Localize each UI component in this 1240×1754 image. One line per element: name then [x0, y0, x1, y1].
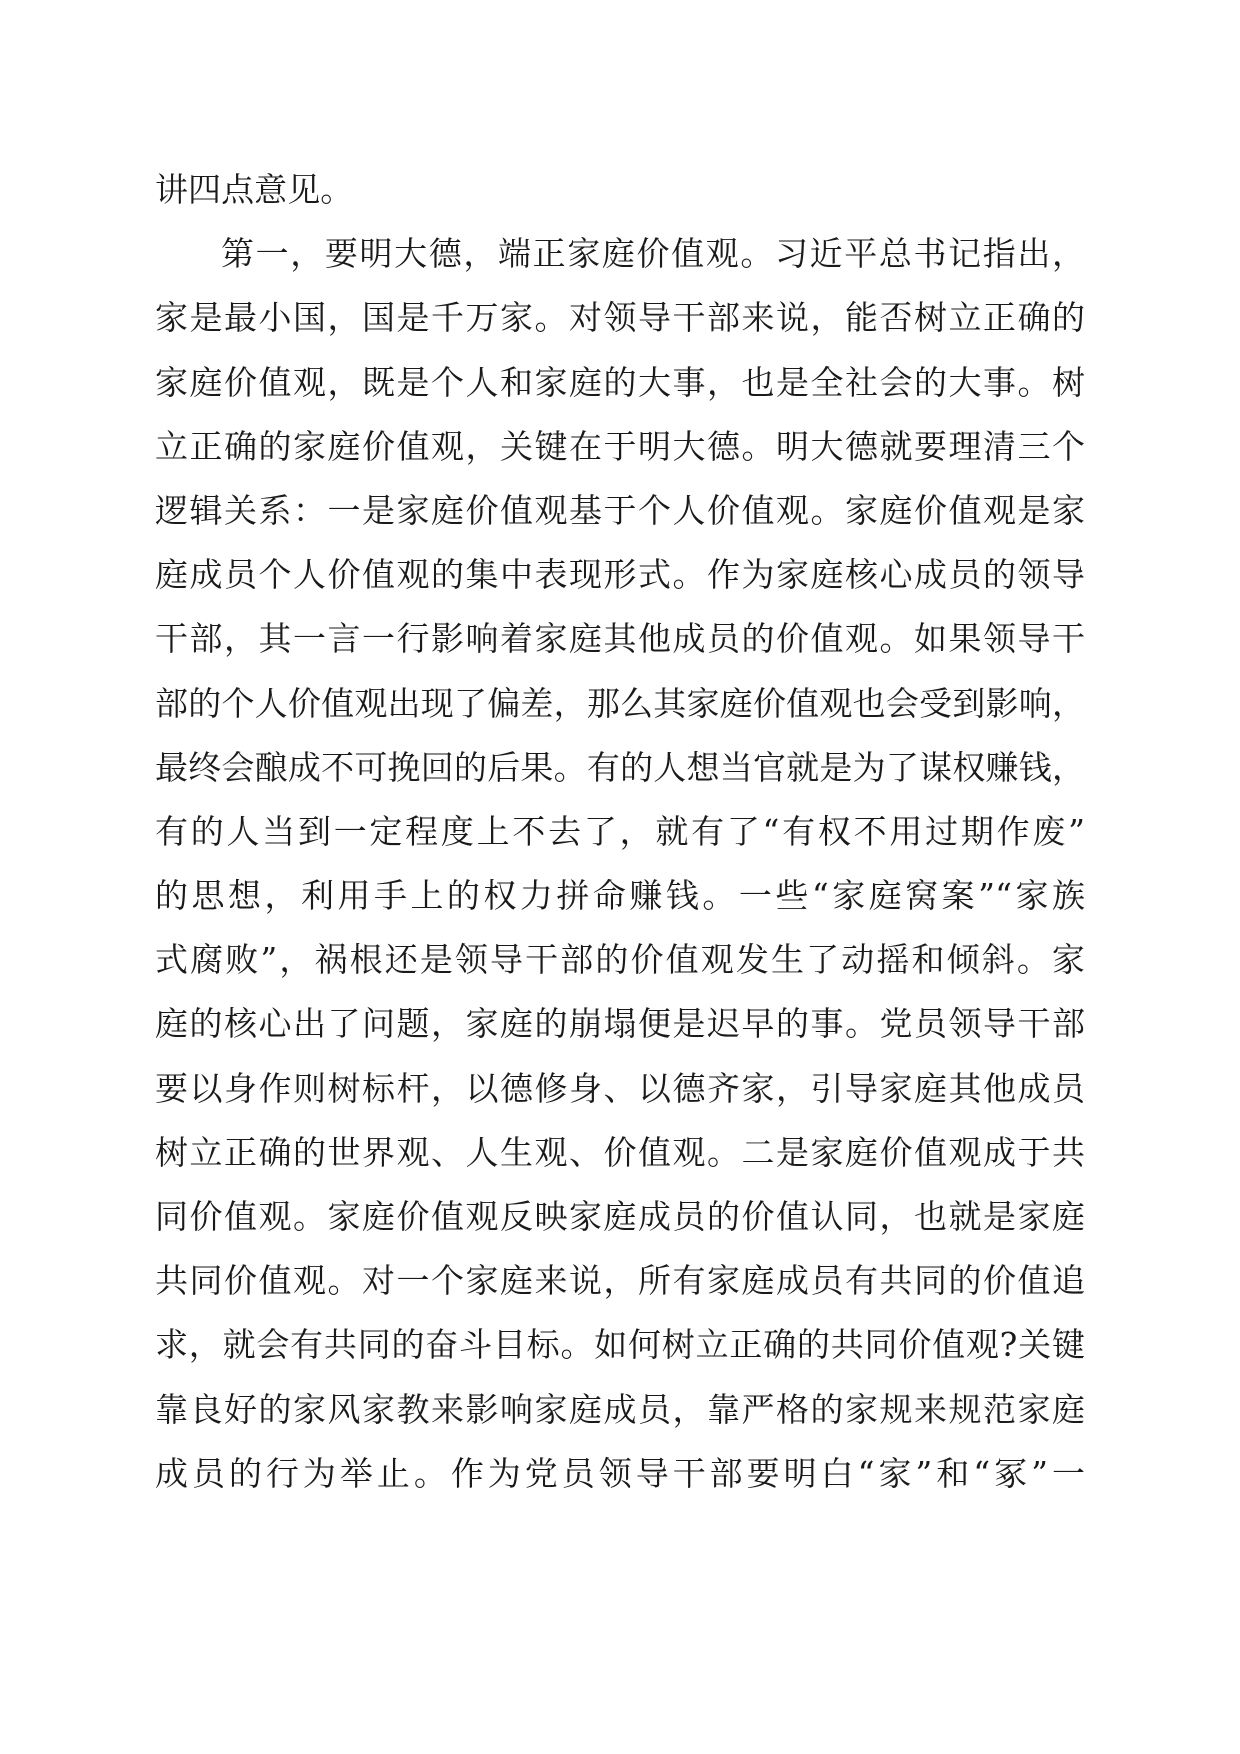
text-line: 同价值观。家庭价值观反映家庭成员的价值认同，也就是家庭 [155, 1197, 1085, 1236]
text-line: 共同价值观。对一个家庭来说，所有家庭成员有共同的价值追 [155, 1261, 1085, 1301]
text-line: 靠良好的家风家教来影响家庭成员，靠严格的家规来规范家庭 [155, 1389, 1085, 1429]
text-line: 要以身作则树标杆，以德修身、以德齐家，引导家庭其他成员 [155, 1068, 1085, 1108]
text-line: 讲四点意见。 [155, 170, 354, 209]
text-line: 第一，要明大德，端正家庭价值观。习近平总书记指出， [221, 234, 1085, 274]
text-line: 庭的核心出了问题，家庭的崩塌便是迟早的事。党员领导干部 [155, 1004, 1085, 1044]
text-line: 式腐败”，祸根还是领导干部的价值观发生了动摇和倾斜。家 [155, 940, 1085, 980]
text-line: 部的个人价值观出现了偏差，那么其家庭价值观也会受到影响， [155, 683, 1085, 723]
text-line: 成员的行为举止。作为党员领导干部要明白“家”和“冢”一 [155, 1453, 1085, 1493]
text-line: 最终会酿成不可挽回的后果。有的人想当官就是为了谋权赚钱， [155, 747, 1085, 787]
text-line: 树立正确的世界观、人生观、价值观。二是家庭价值观成于共 [155, 1132, 1085, 1172]
text-line: 庭成员个人价值观的集中表现形式。作为家庭核心成员的领导 [155, 555, 1085, 595]
text-line: 立正确的家庭价值观，关键在于明大德。明大德就要理清三个 [155, 426, 1085, 466]
text-line: 家是最小国，国是千万家。对领导干部来说，能否树立正确的 [155, 298, 1085, 338]
text-line: 求，就会有共同的奋斗目标。如何树立正确的共同价值观?关键 [155, 1325, 1085, 1365]
text-line: 的思想，利用手上的权力拼命赚钱。一些“家庭窝案”“家族 [155, 876, 1085, 916]
text-line: 干部，其一言一行影响着家庭其他成员的价值观。如果领导干 [155, 619, 1085, 659]
text-line: 逻辑关系：一是家庭价值观基于个人价值观。家庭价值观是家 [155, 490, 1085, 530]
text-line: 有的人当到一定程度上不去了，就有了“有权不用过期作废” [155, 811, 1085, 851]
document-body [155, 158, 1085, 1506]
text-line: 家庭价值观，既是个人和家庭的大事，也是全社会的大事。树 [155, 362, 1085, 402]
